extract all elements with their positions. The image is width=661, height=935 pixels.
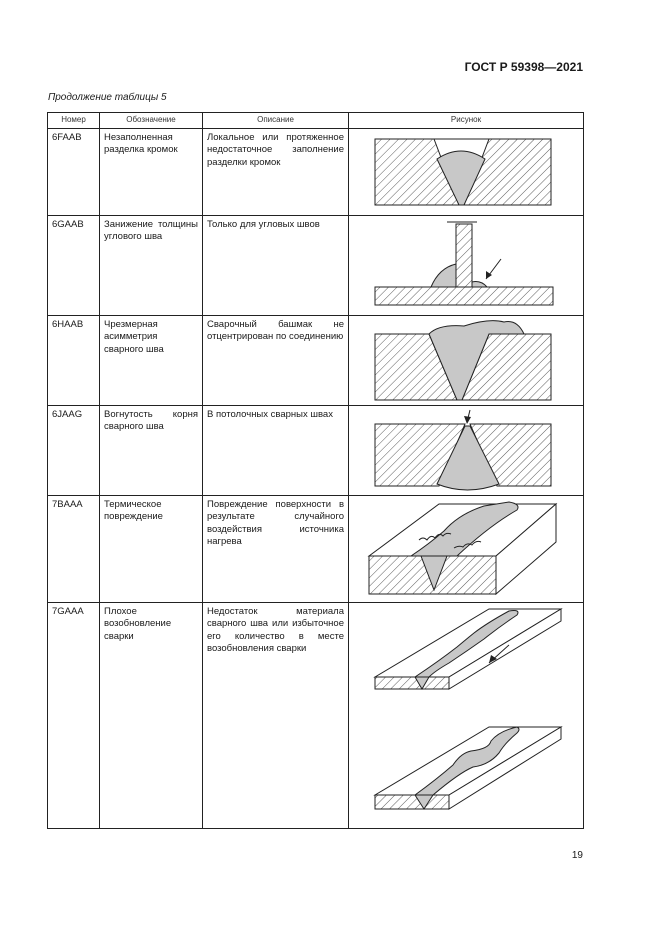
table-row — [48, 315, 584, 405]
table-caption: Продолжение таблицы 5 — [48, 92, 167, 103]
col-header-description: Описание — [203, 113, 349, 129]
row-description: В потолочных сварных швах — [203, 405, 349, 495]
row-code: 6JAAG — [48, 405, 100, 495]
figure-fillet-underfill — [349, 216, 584, 315]
row-description: Повреждение поверхности в результате случайного воздействия источника нагрева — [203, 495, 349, 602]
col-header-designation: Обозначение — [100, 113, 203, 129]
figure-cell — [349, 128, 584, 215]
table-row — [48, 128, 584, 215]
figure-thermal-damage — [349, 496, 584, 602]
row-description: Недостаток материала сварного шва или избыточное его количество в месте возобновления сварки — [203, 602, 349, 828]
row-code: 7GAAA — [48, 602, 100, 828]
figure-cell — [349, 495, 584, 602]
table-row — [48, 215, 584, 315]
standard-header: ГОСТ Р 59398—2021 — [464, 60, 583, 74]
row-code: 6HAAB — [48, 315, 100, 405]
row-code: 6FAAB — [48, 128, 100, 215]
figure-cell — [349, 215, 584, 315]
row-code: 7BAAA — [48, 495, 100, 602]
table-row — [48, 405, 584, 495]
col-header-number: Номер — [48, 113, 100, 129]
figure-root-concavity — [349, 406, 584, 495]
row-description: Только для угловых швов — [203, 215, 349, 315]
figure-asymmetry — [349, 316, 584, 405]
figure-poor-restart — [349, 603, 584, 828]
row-description: Локальное или протяженное недостаточное заполнение разделки кромок — [203, 128, 349, 215]
row-designation: Плохое возобновление сварки — [100, 602, 203, 828]
figure-cell — [349, 405, 584, 495]
defects-table — [47, 112, 584, 829]
row-code: 6GAAB — [48, 215, 100, 315]
row-designation: Чрезмерная асимметрия сварного шва — [100, 315, 203, 405]
figure-cell — [349, 602, 584, 828]
page-number: 19 — [571, 850, 583, 861]
row-designation: Термическое повреждение — [100, 495, 203, 602]
row-designation: Незаполненная разделка кромок — [100, 128, 203, 215]
figure-cell — [349, 315, 584, 405]
col-header-figure: Рисунок — [349, 113, 584, 129]
table-header-row — [48, 113, 584, 129]
row-description: Сварочный башмак не отцентрирован по соединению — [203, 315, 349, 405]
table-row — [48, 495, 584, 602]
figure-incomplete-groove — [349, 129, 584, 215]
row-designation: Занижение толщины углового шва — [100, 215, 203, 315]
table-row — [48, 602, 584, 828]
row-designation: Вогнутость корня сварного шва — [100, 405, 203, 495]
